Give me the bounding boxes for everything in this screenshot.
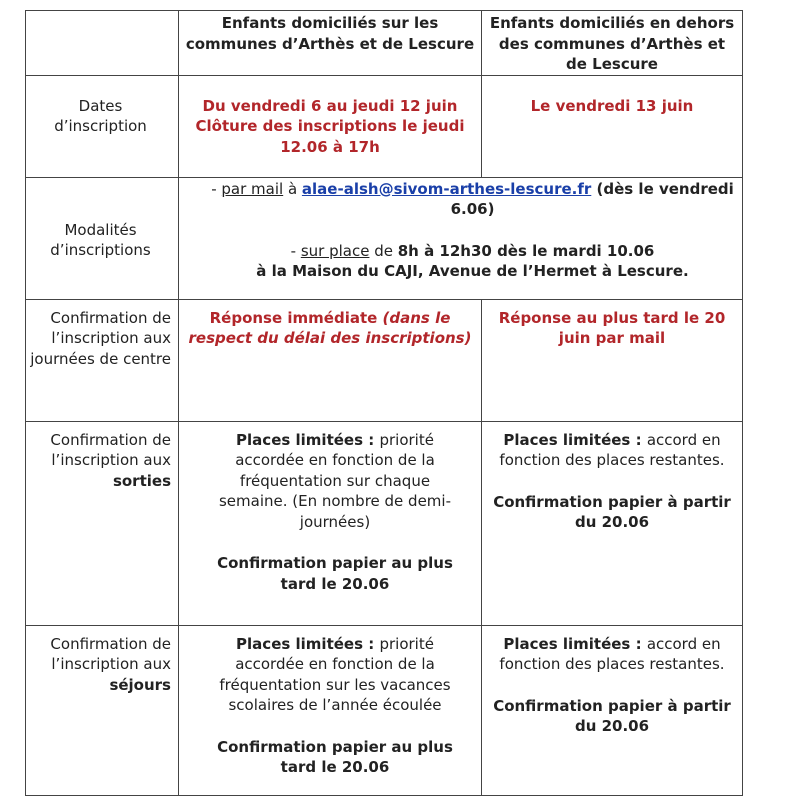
sejours-row	[26, 625, 743, 795]
modalites-mail	[207, 178, 738, 220]
journees-row	[26, 299, 743, 421]
journees-label	[26, 299, 179, 421]
sorties-nonresident-body: accord en fonction des places restantes.	[499, 430, 725, 469]
modalites-content	[179, 177, 743, 299]
dates-resident-line1: Du vendredi 6 au jeudi 12 juin	[202, 96, 458, 115]
journees-nonresident: Réponse au plus tard le 20 juin par mail	[482, 299, 743, 421]
sejours-nonresident	[482, 625, 743, 795]
sorties-resident-text	[209, 430, 461, 533]
modalites-address: à la Maison du CAJI, Avenue de l’Hermet à Lescure.	[256, 262, 689, 280]
journees-resident	[179, 299, 482, 421]
spacer	[488, 471, 736, 492]
modalites-place	[207, 241, 738, 262]
spacer	[207, 220, 738, 241]
sejours-nonresident-text	[488, 634, 736, 675]
sejours-resident-body: priorité accordée en fonction de la fréquentation sur les vacances scolaires de l’année écoulée	[219, 634, 451, 714]
header-empty-cell	[26, 11, 179, 76]
mail-prefix: -	[211, 179, 222, 198]
modalites-label-text: Modalités d’inscriptions	[50, 220, 151, 259]
sorties-resident	[179, 421, 482, 625]
sorties-label	[26, 421, 179, 625]
modalites-label	[26, 177, 179, 299]
sorties-label-bold: sorties	[112, 471, 171, 490]
journees-label-text: Confirmation de l’inscription aux journées de centre	[30, 308, 171, 368]
sejours-resident-text	[209, 634, 461, 716]
sejours-resident-confirm: Confirmation papier au plus tard le 20.06	[217, 737, 453, 776]
dates-resident	[179, 75, 482, 177]
dates-row	[26, 75, 743, 177]
sejours-label-bold: séjours	[109, 675, 171, 694]
sorties-nonresident-bold: Places limitées :	[503, 430, 647, 449]
header-resident: Enfants domiciliés sur les communes d’Arthès et de Lescure	[179, 11, 482, 76]
spacer	[488, 675, 736, 696]
spacer	[209, 716, 461, 737]
dates-resident-line2: Clôture des inscriptions le jeudi 12.06 à 17h	[195, 117, 465, 156]
sejours-label-text: Confirmation de l’inscription aux	[50, 634, 171, 673]
mail-label: par mail	[221, 179, 284, 198]
dates-label	[26, 75, 179, 177]
place-detail: 8h à 12h30 dès le mardi 10.06	[397, 241, 655, 260]
sejours-label	[26, 625, 179, 795]
sejours-nonresident-body: accord en fonction des places restantes.	[499, 634, 725, 673]
sorties-nonresident-confirm: Confirmation papier à partir du 20.06	[493, 492, 731, 531]
sorties-nonresident-text	[488, 430, 736, 471]
dates-nonresident: Le vendredi 13 juin	[482, 75, 743, 177]
sejours-resident-bold: Places limitées :	[236, 634, 380, 653]
header-row	[26, 11, 743, 76]
registration-table	[25, 10, 743, 796]
place-prefix: -	[290, 241, 301, 260]
dates-label-text: Dates d’inscription	[54, 96, 147, 135]
sejours-nonresident-bold: Places limitées :	[503, 634, 647, 653]
sorties-label-text: Confirmation de l’inscription aux	[50, 430, 171, 469]
email-link[interactable]: alae-alsh@sivom-arthes-lescure.fr	[301, 179, 592, 198]
journees-resident-bold: Réponse immédiate	[209, 308, 383, 327]
mail-a: à	[283, 179, 302, 198]
sejours-resident	[179, 625, 482, 795]
place-label: sur place	[300, 241, 370, 260]
header-nonresident: Enfants domiciliés en dehors des communes d’Arthès et de Lescure	[482, 11, 743, 76]
journees-resident-italic: (dans le respect du délai des inscriptions)	[188, 308, 472, 347]
sorties-resident-bold: Places limitées :	[236, 430, 380, 449]
sejours-nonresident-confirm: Confirmation papier à partir du 20.06	[493, 696, 731, 735]
sorties-nonresident	[482, 421, 743, 625]
modalites-row	[26, 177, 743, 299]
sorties-resident-confirm: Confirmation papier au plus tard le 20.06	[217, 554, 453, 593]
spacer	[209, 532, 461, 553]
sorties-resident-body: priorité accordée en fonction de la fréquentation sur chaque semaine. (En nombre de demi-journées)	[218, 430, 451, 531]
sorties-row	[26, 421, 743, 625]
place-de: de	[369, 241, 398, 260]
mail-suffix: (dès le vendredi 6.06)	[450, 179, 734, 218]
